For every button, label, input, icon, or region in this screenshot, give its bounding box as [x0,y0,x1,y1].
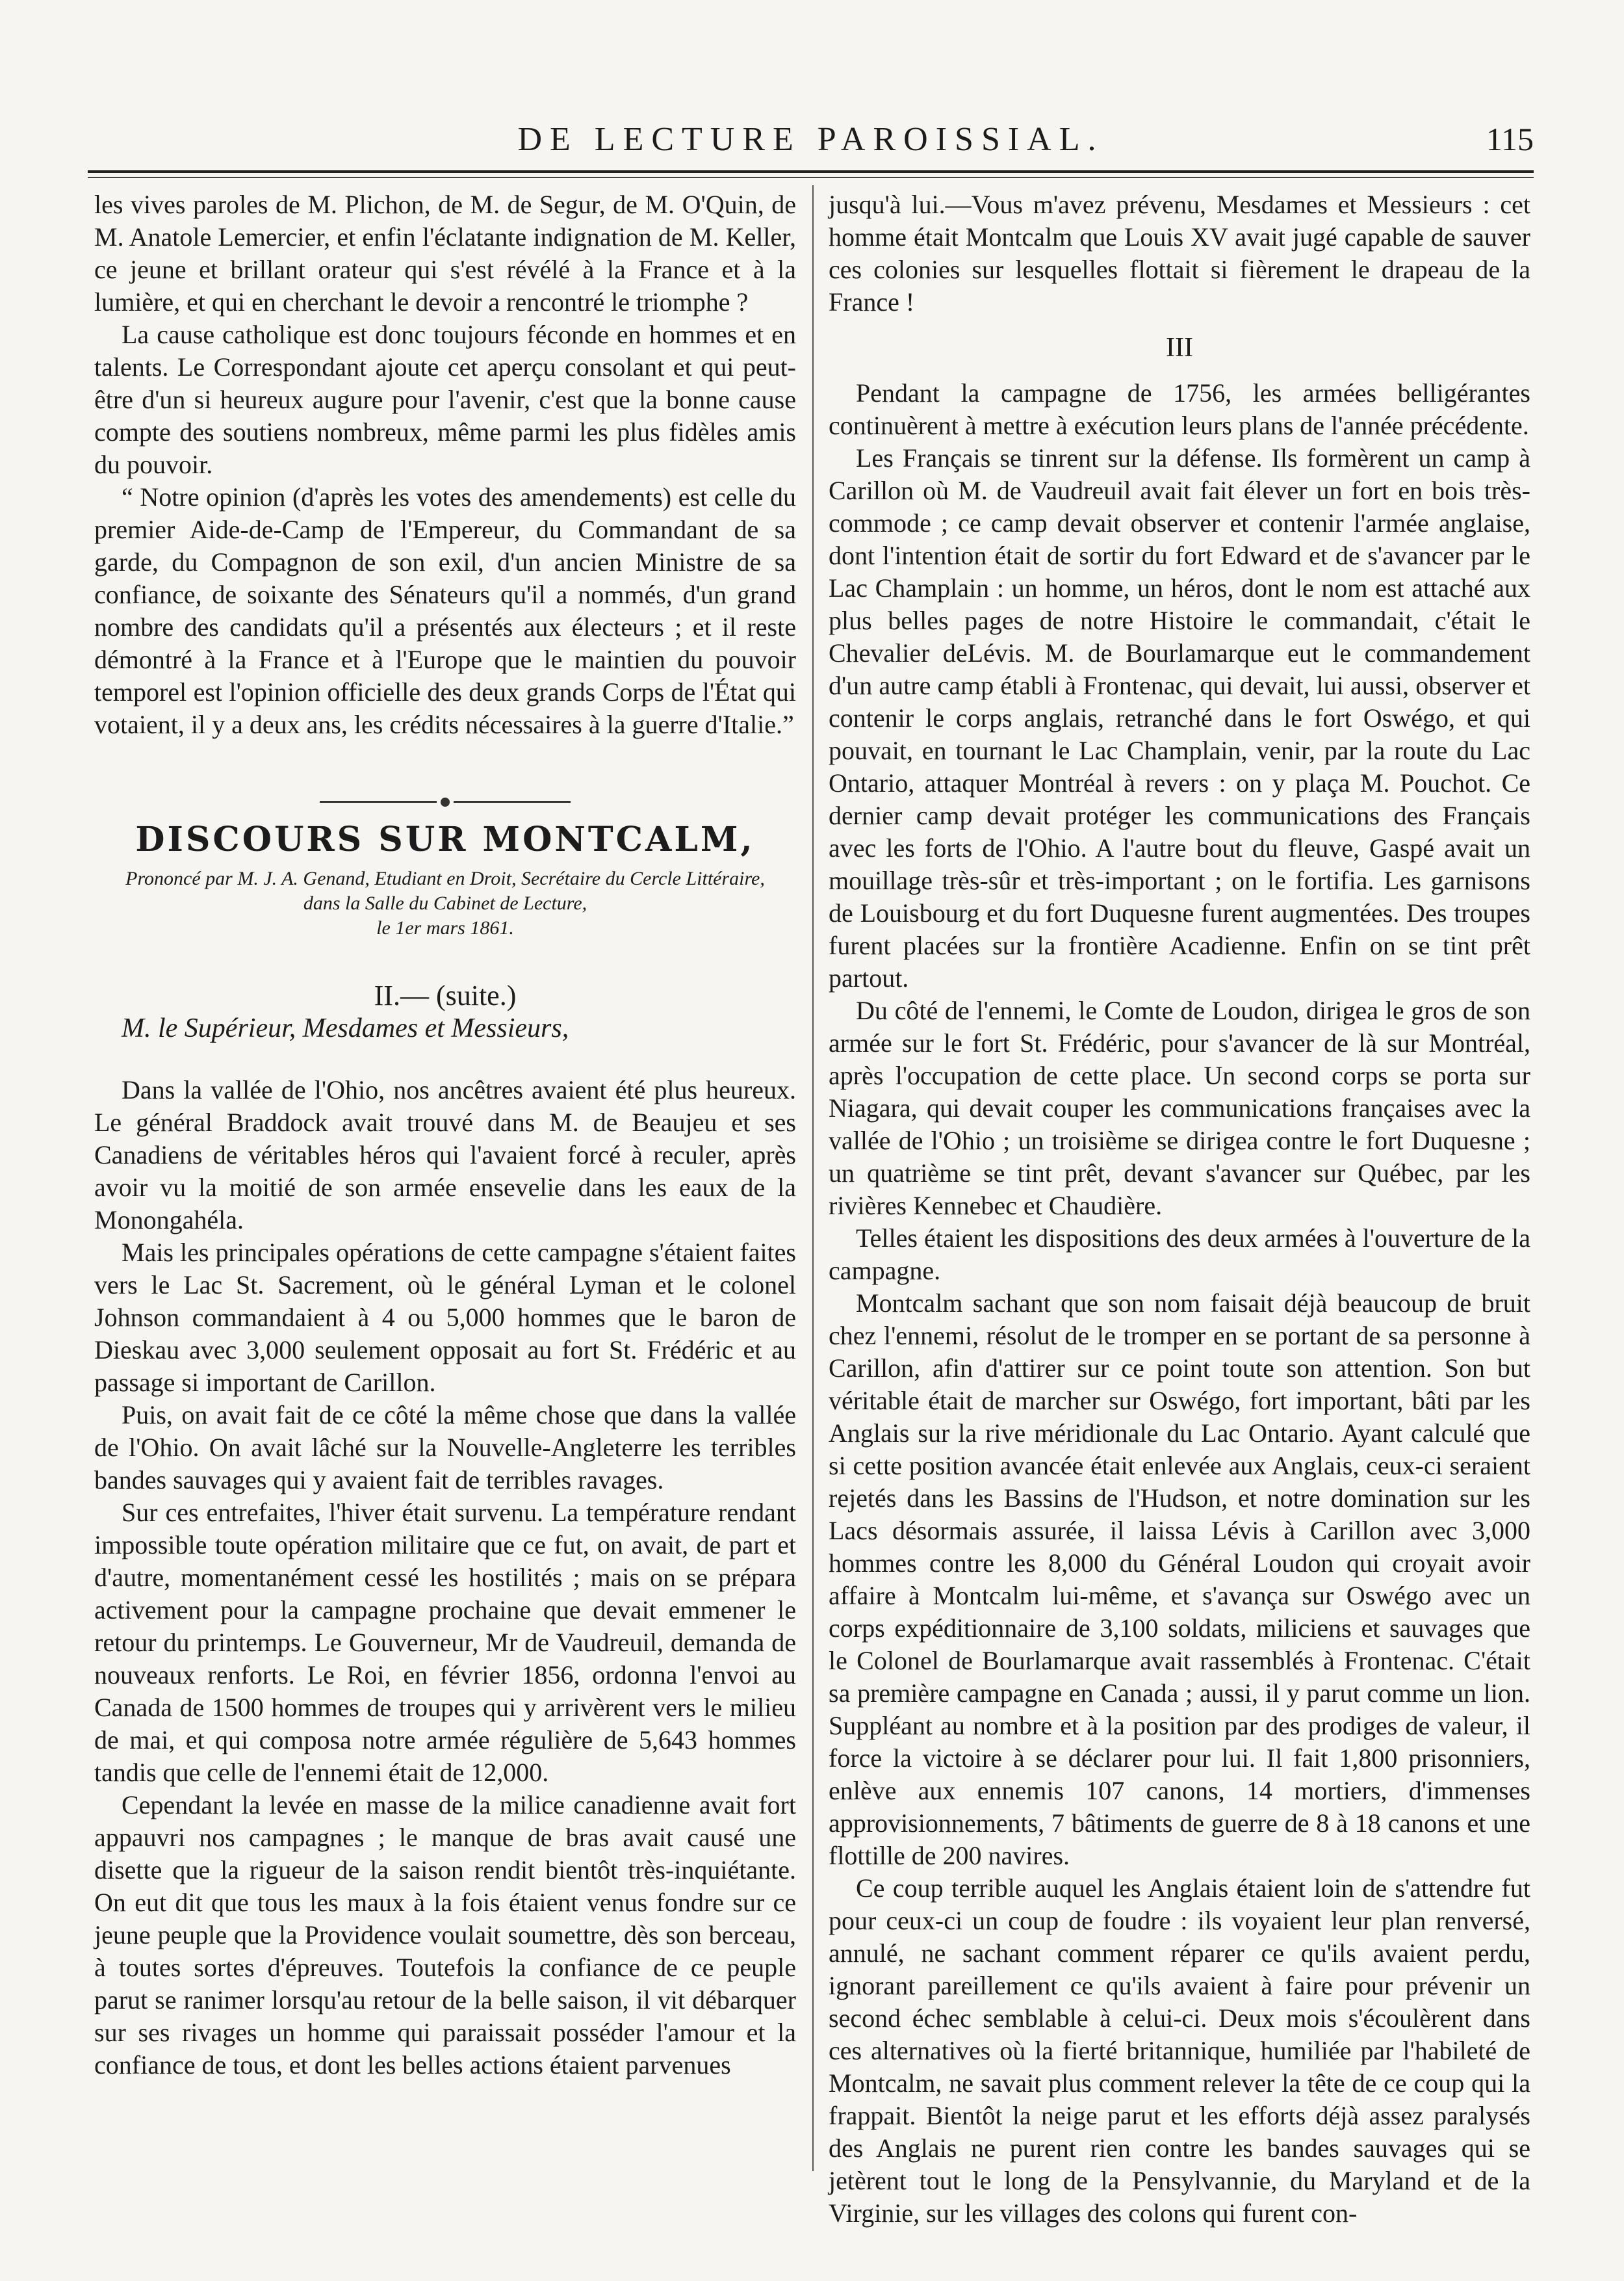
column-divider [812,185,814,2171]
paragraph: Mais les principales opérations de cette campagne s'étaient faites vers le Lac St. Sacrement, où le général Lyman et le colonel Johnson commandaient à 4 ou 5,000 hommes que le baron de Dieskau avec 3,000 seulement opposait au fort St. Frédéric et au passage si important de Carillon. [94,1238,796,1397]
paragraph: Ce coup terrible auquel les Anglais étaient loin de s'attendre fut pour ceux-ci un coup de foudre : ils voyaient leur plan renversé, annulé, ne sachant comment réparer ce qu'ils avaient perdu, ignorant pareillement ce qu'ils avaient à faire pour prévenir un second échec semblable à celui-ci. Deux mois s'écoulèrent dans ces alternatives où la fierté britannique, humiliée par l'habileté de Montcalm, ne savait plus comment relever la tête de ce coup qui la frappait. Bientôt la neige parut et les efforts déjà assez paralysés des Anglais ne purent rien contre les bandes sauvages qui se jetèrent tout le long de la Pensylvannie, du Maryland et de la Virginie, sur les villages des colons qui furent con- [829,1873,1530,2228]
page-number: 115 [1486,121,1534,157]
paragraph: Les Français se tinrent sur la défense. Ils formèrent un camp à Carillon où M. de Vaudreuil avait fait élever un fort en bois très-commode ; ce camp devait observer et contenir l'armée anglaise, dont l'intention était de sortir du fort Edward et de s'avancer par le Lac Champlain : un homme, un héros, dont le nom est attaché aux plus belles pages de notre Histoire le commandait, c'était le Chevalier deLévis. M. de Bourlamarque eut le commandement d'un autre camp établi à Frontenac, qui devait, lui aussi, observer et contenir le corps anglais, retranché dans le fort Oswégo, et qui pouvait, en tournant le Lac Champlain, venir, par la route du Lac Ontario, attaquer Montréal à revers : on y plaça M. Pouchot. Ce dernier camp devait protéger les communications des Français avec les forts de l'Ohio. A l'autre bout du fleuve, Gaspé avait un mouillage très-sûr et très-important ; on le fortifia. Les garnisons de Louisbourg et du fort Duquesne furent augmentées. Des troupes furent placées sur la frontière Acadienne. Enfin on se tint prêt partout. [829,443,1530,993]
section-ornament [94,783,796,809]
paragraph: Cependant la levée en masse de la milice canadienne avait fort appauvri nos campagnes ; le manque de bras avait causé une disette que la rigueur de la saison rendit bientôt très-inquiétante. On eut dit que tous les maux à la fois étaient venus fondre sur ce jeune peuple que la Providence voulait soumettre, dès son berceau, à toutes sortes d'épreuves. Toutefois la confiance de ce peuple parut se ranimer lorsqu'au retour de la belle saison, il vit débarquer sur ses rivages un homme qui paraissait posséder l'amour et la confiance de tous, et dont les belles actions étaient parvenues [94,1790,796,2079]
byline-date: le 1er mars 1861. [376,917,514,939]
sub-heading: II.— (suite.) [374,980,517,1011]
paragraph: Puis, on avait fait de ce côté la même chose que dans la vallée de l'Ohio. On avait lâché sur la Nouvelle-Angleterre les terribles bandes sauvages qui y avaient fait de terribles ravages. [94,1400,796,1494]
running-header [88,120,1534,166]
paragraph: La cause catholique est donc toujours féconde en hommes et en talents. Le Correspondant ajoute cet aperçu consolant et qui peut-être d'un si heureux augure pour l'avenir, c'est que la bonne cause compte des soutiens nombreux, même parmi les plus fidèles amis du pouvoir. [94,320,796,479]
header-rule-thin [88,177,1534,178]
right-column [829,189,1530,2230]
section-title: DISCOURS SUR MONTCALM, [135,820,755,859]
section-number: III [1166,333,1193,363]
paragraph: Du côté de l'ennemi, le Comte de Loudon, dirigea le gros de son armée sur le fort St. Frédéric, pour s'avancer de là sur Montréal, après l'occupation de cette place. Un second corps se porta sur Niagara, qui devait couper les communications françaises avec la vallée de l'Ohio ; un troisième se dirigea contre le fort Duquesne ; un quatrième se tint prêt, devant s'avancer sur Québec, par les rivières Kennebec et Chaudière. [829,996,1530,1220]
paragraph: Dans la vallée de l'Ohio, nos ancêtres avaient été plus heureux. Le général Braddock avait trouvé dans M. de Beaujeu et ses Canadiens de véritables héros qui l'avaient forcé à reculer, après avoir vu la moitié de son armée ensevelie dans les eaux de la Monongahéla. [94,1075,796,1234]
running-title: DE LECTURE PAROISSIAL. [517,121,1104,158]
paragraph: jusqu'à lui.—Vous m'avez prévenu, Mesdames et Messieurs : cet homme était Montcalm que Louis XV avait jugé capable de sauver ces colonies sur lesquelles flottait si fièrement le drapeau de la France ! [829,190,1530,317]
quote-paragraph: “ Notre opinion (d'après les votes des amendements) est celle du premier Aide-de-Camp de l'Empereur, du Commandant de sa garde, du Compagnon de son exil, d'un ancien Ministre de sa confiance, de soixante des Sénateurs qu'il a nommés, d'un grand nombre des candidats qu'il a présentés aux électeurs ; et il reste démontré à la France et à l'Europe que le maintien du pouvoir temporel est l'opinion officielle des deux grands Corps de l'État qui votaient, il y a deux ans, les crédits nécessaires à la guerre d'Italie.” [94,482,796,739]
paragraph: Sur ces entrefaites, l'hiver était survenu. La température rendant impossible toute opération militaire que ce fut, on avait, de part et d'autre, momentanément cessé les hostilités ; mais on se prépara activement pour la campagne prochaine que devait emmener le retour du printemps. Le Gouverneur, Mr de Vaudreuil, demanda de nouveaux renforts. Le Roi, en février 1856, ordonna l'envoi au Canada de 1500 hommes de troupes qui y arrivèrent vers le milieu de mai, et qui composa notre armée régulière de 5,643 hommes tandis que celle de l'ennemi était de 12,000. [94,1498,796,1787]
left-column [94,189,796,2081]
paragraph: Montcalm sachant que son nom faisait déjà beaucoup de bruit chez l'ennemi, résolut de le tromper en se portant de sa personne à Carillon, afin d'attirer sur ce point toute son attention. Son but véritable était de marcher sur Oswégo, fort important, bâti par les Anglais sur la rive méridionale du Lac Ontario. Ayant calculé que si cette position avancée était enlevée aux Anglais, ceux-ci seraient rejetés dans les Bassins de l'Hudson, et notre domination sur les Lacs désormais assurée, il laissa Lévis à Carillon avec 3,000 hommes contre les 8,000 du Général Loudon qui croyait avoir affaire à Montcalm lui-même, et s'avança sur Oswégo avec un corps expéditionnaire de 3,100 soldats, miliciens et sauvages que le Colonel de Bourlamarque avait rassemblés à Frontenac. C'était sa première campagne en Canada ; aussi, il y parut comme un lion. Suppléant au nombre et à la position par des prodiges de valeur, il force la victoire à se déclarer pour lui. Il fait 1,800 prisonniers, enlève aux ennemis 107 canons, 14 mortiers, d'immenses approvisionnements, 7 bâtiments de guerre de 8 à 18 canons et une flottille de 200 navires. [829,1288,1530,1870]
byline-text: Prononcé par M. J. A. Genand, Etudiant en Droit, Secrétaire du Cercle Littéraire, dans la Salle du Cabinet de Lecture, [125,868,765,914]
paragraph: les vives paroles de M. Plichon, de M. de Segur, de M. O'Quin, de M. Anatole Lemercier, et enfin l'éclatante indignation de M. Keller, ce jeune et brillant orateur qui s'est révélé à la France et à la lumière, et qui en cherchant le devoir a rencontré le triomphe ? [94,190,796,317]
paragraph: Pendant la campagne de 1756, les armées belligérantes continuèrent à mettre à exécution leurs plans de l'année précédente. [829,378,1530,440]
paragraph: Telles étaient les dispositions des deux armées à l'ouverture de la campagne. [829,1223,1530,1285]
header-rule [88,170,1534,173]
byline [94,867,796,941]
salutation: M. le Supérieur, Mesdames et Messieurs, [122,1013,569,1043]
